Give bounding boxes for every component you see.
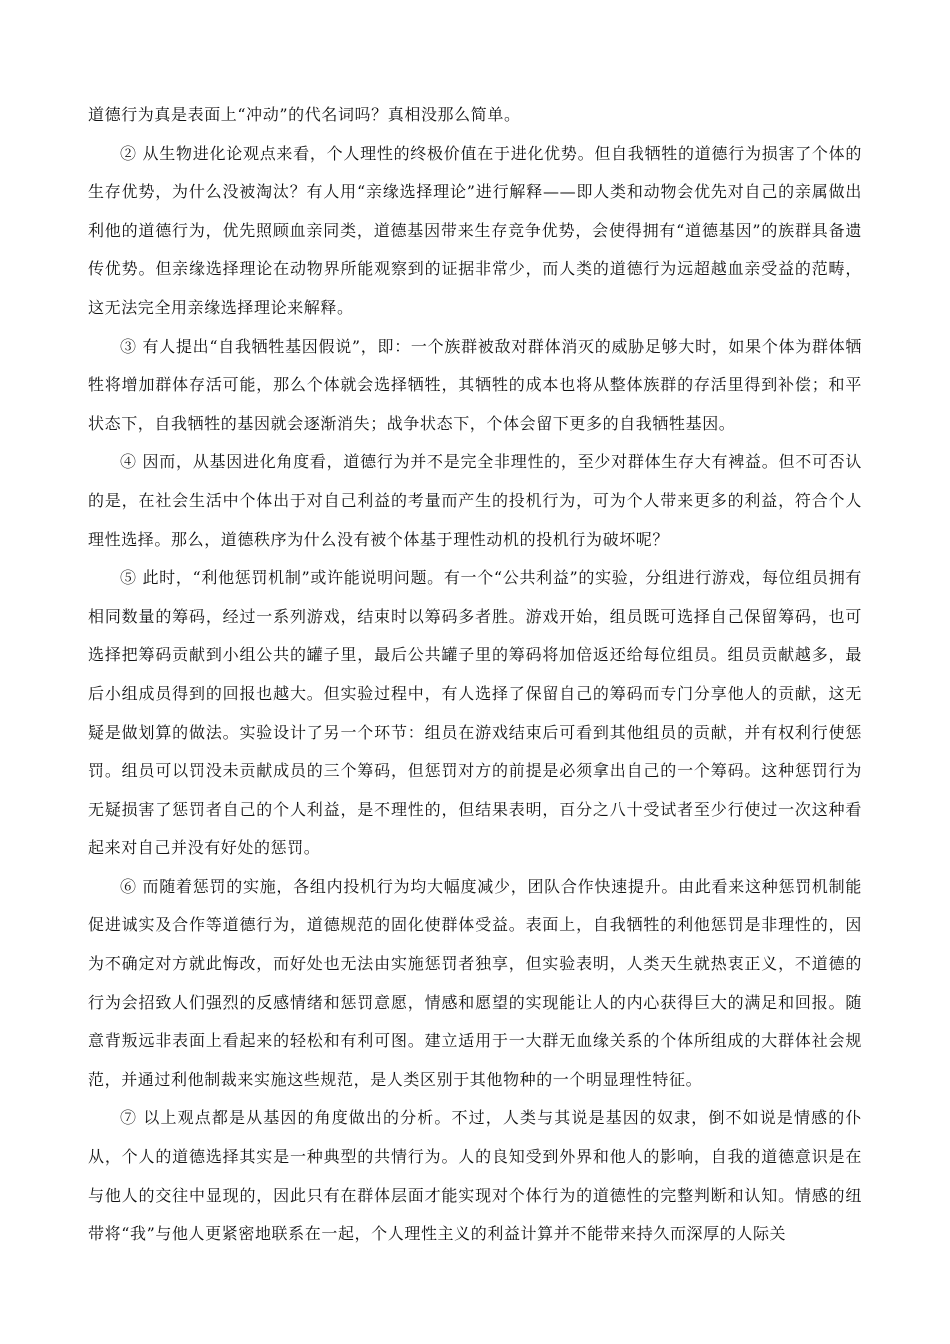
paragraph-6: ⑥ 而随着惩罚的实施，各组内投机行为均大幅度减少，团队合作快速提升。由此看来这种惩罚机制能促进诚实及合作等道德行为，道德规范的固化使群体受益。表面上，自我牺牲的利他惩罚是非理性的，因为不确定对方就此悔改，而好处也无法由实施惩罚者独享，但实验表明，人类天生就热衷正义，不道德的行为会招致人们强烈的反感情绪和惩罚意愿，情感和愿望的实现能让人的内心获得巨大的满足和回报。随意背叛远非表面上看起来的轻松和有利可图。建立适用于一大群无血缘关系的个体所组成的大群体社会规范，并通过利他制裁来实施这些规范，是人类区别于其他物种的一个明显理性特征。 xyxy=(88,876,862,1089)
paragraph-4: ④ 因而，从基因进化角度看，道德行为并不是完全非理性的，至少对群体生存大有裨益。但不可否认的是，在社会生活中个体出于对自己利益的考量而产生的投机行为，可为个人带来更多的利益，符合个人理性选择。那么，道德秩序为什么没有被个体基于理性动机的投机行为破坏呢？ xyxy=(88,452,862,549)
paragraph-2: ② 从生物进化论观点来看，个人理性的终极价值在于进化优势。但自我牺牲的道德行为损害了个体的生存优势，为什么没被淘汰？有人用“亲缘选择理论”进行解释——即人类和动物会优先对自己的亲属做出利他的道德行为，优先照顾血亲同类，道德基因带来生存竞争优势，会使得拥有“道德基因”的族群具备遗传优势。但亲缘选择理论在动物界所能观察到的证据非常少，而人类的道德行为远超越血亲受益的范畴，这无法完全用亲缘选择理论来解释。 xyxy=(88,143,862,317)
paragraph-continuation: 道德行为真是表面上“冲动”的代名词吗？真相没那么简单。 xyxy=(88,105,521,124)
paragraph-3: ③ 有人提出“自我牺牲基因假说”，即：一个族群被敌对群体消灭的威胁足够大时，如果个体为群体牺牲将增加群体存活可能，那么个体就会选择牺牲，其牺牲的成本也将从整体族群的存活里得到补偿；和平状态下，自我牺牲的基因就会逐渐消失；战争状态下，个体会留下更多的自我牺牲基因。 xyxy=(88,336,862,433)
paragraph-7: ⑦ 以上观点都是从基因的角度做出的分析。不过，人类与其说是基因的奴隶，倒不如说是情感的仆从，个人的道德选择其实是一种典型的共情行为。人的良知受到外界和他人的影响，自我的道德意识是在与他人的交往中显现的，因此只有在群体层面才能实现对个体行为的道德性的完整判断和认知。情感的纽带将“我”与他人更紧密地联系在一起，个人理性主义的利益计算并不能带来持久而深厚的人际关 xyxy=(88,1108,862,1244)
paragraph-5: ⑤ 此时，“利他惩罚机制”或许能说明问题。有一个“公共利益”的实验，分组进行游戏，每位组员拥有相同数量的筹码，经过一系列游戏，结束时以筹码多者胜。游戏开始，组员既可选择自己保留筹码，也可选择把筹码贡献到小组公共的罐子里，最后公共罐子里的筹码将加倍返还给每位组员。组员贡献越多，最后小组成员得到的回报也越大。但实验过程中，有人选择了保留自己的筹码而专门分享他人的贡献，这无疑是做划算的做法。实验设计了另一个环节：组员在游戏结束后可看到其他组员的贡献，并有权利行使惩罚。组员可以罚没未贡献成员的三个筹码，但惩罚对方的前提是必须拿出自己的一个筹码。这种惩罚行为无疑损害了惩罚者自己的个人利益，是不理性的，但结果表明，百分之八十受试者至少行使过一次这种看起来对自己并没有好处的惩罚。 xyxy=(88,568,862,858)
document-page xyxy=(88,96,862,1254)
